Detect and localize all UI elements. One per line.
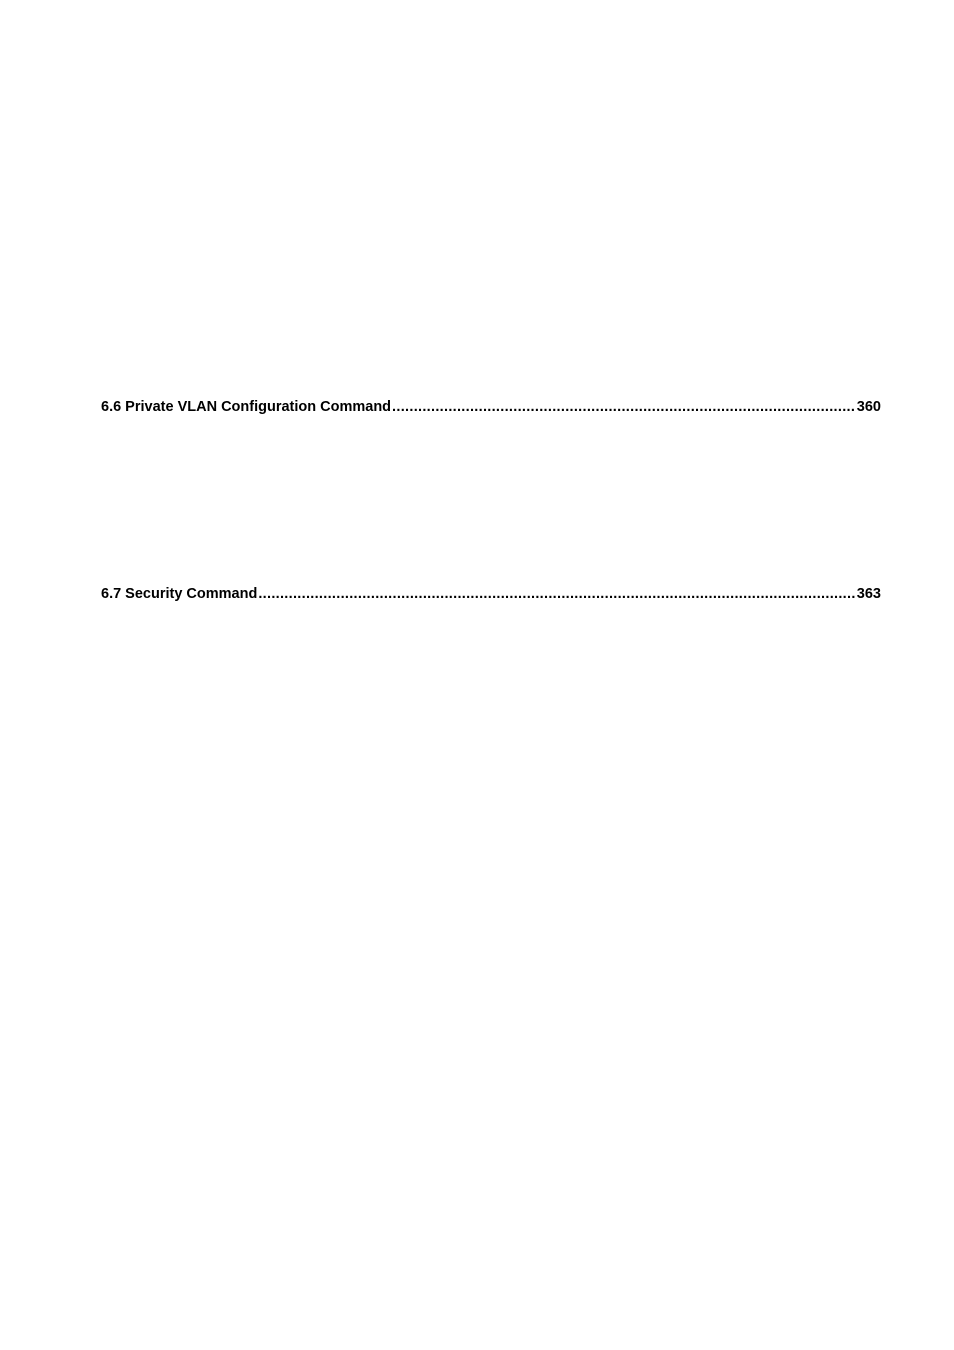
toc-entry-title: 6.6 Private VLAN Configuration Command (101, 399, 392, 415)
toc-dot-leader (258, 585, 855, 603)
toc-entry-page-number: 363 (856, 586, 881, 602)
toc-entry-page-number: 360 (856, 399, 881, 415)
toc-entry-title: 6.7 Security Command (101, 586, 258, 602)
toc-entry-private-vlan[interactable] (101, 398, 881, 416)
toc-entry-security[interactable] (101, 585, 881, 603)
toc-dot-leader (392, 398, 856, 416)
